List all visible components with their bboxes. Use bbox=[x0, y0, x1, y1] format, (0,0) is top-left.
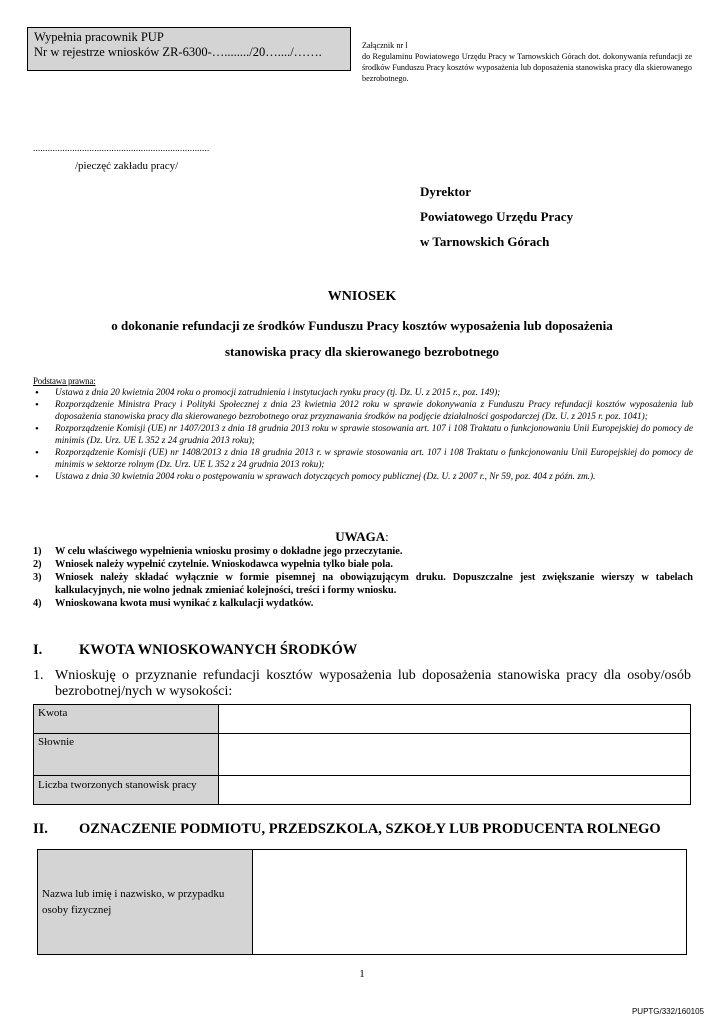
note-item bbox=[33, 558, 693, 571]
legal-basis-heading: Podstawa prawna: bbox=[33, 376, 96, 386]
amount-in-words-label: Słownie bbox=[34, 734, 219, 776]
note-text: W celu właściwego wypełnienia wniosku prosimy o dokładne jego przeczytanie. bbox=[55, 546, 403, 557]
annex-number: Załącznik nr l bbox=[362, 41, 408, 50]
question-1 bbox=[33, 668, 691, 700]
entity-table bbox=[37, 849, 687, 955]
legal-basis-item: • Ustawa z dnia 20 kwietnia 2004 roku o promocji zatrudnienia i instytucjach rynku pracy (tj. Dz. U. z 2015 r., poz. 149); bbox=[33, 387, 693, 399]
annex-note bbox=[362, 40, 692, 84]
table-row bbox=[34, 705, 691, 734]
note-text: Wnioskowana kwota musi wynikać z kalkulacji wydatków. bbox=[55, 598, 314, 609]
entity-name-label: Nazwa lub imię i nazwisko, w przypadku osoby fizycznej bbox=[38, 850, 253, 955]
document-title: WNIOSEK bbox=[327, 289, 397, 304]
legal-basis-item: • Rozporządzenie Komisji (UE) nr 1407/2013 z dnia 18 grudnia 2013 roku w sprawie stosowania art. 107 i 108 Traktatu o funkcjonowaniu Unii Europejskiej do pomocy de minimis (Dz. Urz. UE L 352 z 24 grudnia 2013 roku); bbox=[33, 423, 693, 447]
positions-count-field[interactable] bbox=[219, 776, 691, 805]
note-text: Wniosek należy wypełnić czytelnie. Wnioskodawca wypełnia tylko białe pola. bbox=[55, 559, 393, 570]
positions-count-label: Liczba tworzonych stanowisk pracy bbox=[34, 776, 219, 805]
entity-name-field[interactable] bbox=[253, 850, 687, 955]
note-number: 4) bbox=[33, 598, 42, 609]
table-row bbox=[38, 850, 687, 955]
note-item bbox=[33, 597, 693, 610]
notes-heading-text: UWAGA bbox=[335, 529, 386, 544]
section2-number: II. bbox=[33, 821, 48, 837]
legal-basis-list bbox=[33, 387, 693, 483]
amount-table bbox=[33, 704, 691, 805]
amount-field[interactable] bbox=[219, 705, 691, 734]
amount-in-words-field[interactable] bbox=[219, 734, 691, 776]
pup-registry-box bbox=[27, 27, 351, 71]
note-number: 1) bbox=[33, 546, 42, 557]
section1-number: I. bbox=[33, 642, 43, 658]
pup-box-registry-number: Nr w rejestrze wniosków ZR-6300-…......../20…..../……. bbox=[34, 45, 322, 59]
form-code: PUPTG/332/160105 bbox=[631, 1007, 704, 1016]
amount-label: Kwota bbox=[34, 705, 219, 734]
section1-title: KWOTA WNIOSKOWANYCH ŚRODKÓW bbox=[79, 642, 358, 658]
section1-heading bbox=[33, 642, 357, 659]
annex-text: do Regulaminu Powiatowego Urzędu Pracy w Tarnowskich Górach dot. dokonywania refundacji ze środków Funduszu Pracy kosztów wyposażenia lub doposażenia stanowiska pracy dla skierowanego bezrobotnego. bbox=[362, 52, 692, 83]
note-text: Wniosek należy składać wyłącznie w formie pisemnej na obowiązującym druku. Dopuszczalne jest zwiększanie wierszy w tabelach kalkulacyjnych, nie wolno jednak zmieniać kolejności, treści i formy wniosku. bbox=[55, 572, 693, 596]
legal-basis-item: • Ustawa z dnia 30 kwietnia 2004 roku o postępowaniu w sprawach dotyczących pomocy publicznej (Dz. U. z 2007 r., Nr 59, poz. 404 z późn. zm.). bbox=[33, 471, 693, 483]
page-number: 1 bbox=[359, 968, 365, 980]
legal-basis-item: • Rozporządzenie Ministra Pracy i Polityki Społecznej z dnia 23 kwietnia 2012 roku w sprawie dokonywania z Funduszu Pracy refundacji kosztów wyposażenia lub doposażenia stanowiska pracy dla skierowanego bezrobotnego oraz przyznawania środków na podjęcie działalności gospodarczej (Dz. U. z 2015 r. poz. 1041); bbox=[33, 399, 693, 423]
note-number: 3) bbox=[33, 572, 42, 583]
stamp-label: /pieczęć zakładu pracy/ bbox=[75, 160, 179, 172]
recipient-line3: w Tarnowskich Górach bbox=[420, 234, 550, 249]
legal-basis-item: • Rozporządzenie Komisji (UE) nr 1408/2013 z dnia 18 grudnia 2013 r. w sprawie stosowania art. 107 i 108 Traktatu o funkcjonowaniu Unii Europejskiej do pomocy de minimis w sektorze rolnym (Dz. Urz. UE L 352 z 24 grudnia 2013 roku); bbox=[33, 447, 693, 471]
table-row bbox=[34, 734, 691, 776]
stamp-dotted-line: ........................................................................ bbox=[33, 143, 210, 153]
recipient-line2: Powiatowego Urzędu Pracy bbox=[420, 209, 574, 224]
table-row bbox=[34, 776, 691, 805]
note-item bbox=[33, 545, 693, 558]
document-subtitle-line2: stanowiska pracy dla skierowanego bezrobotnego bbox=[225, 344, 499, 359]
question-1-text: Wnioskuję o przyznanie refundacji kosztów wyposażenia lub doposażenia stanowiska pracy dla osoby/osób bezrobotnej/nych w wysokości: bbox=[55, 668, 691, 699]
recipient-line1: Dyrektor bbox=[420, 184, 472, 199]
note-item bbox=[33, 571, 693, 597]
pup-box-line1: Wypełnia pracownik PUP bbox=[34, 30, 164, 44]
document-subtitle-line1: o dokonanie refundacji ze środków Funduszu Pracy kosztów wyposażenia lub doposażenia bbox=[111, 318, 613, 333]
notes-heading bbox=[0, 529, 724, 545]
section2-heading bbox=[33, 821, 661, 838]
notes-list bbox=[33, 545, 693, 610]
note-number: 2) bbox=[33, 559, 42, 570]
question-1-number: 1. bbox=[33, 668, 44, 683]
notes-heading-colon: : bbox=[385, 529, 389, 544]
section2-title: OZNACZENIE PODMIOTU, PRZEDSZKOLA, SZKOŁY LUB PRODUCENTA ROLNEGO bbox=[79, 821, 661, 837]
